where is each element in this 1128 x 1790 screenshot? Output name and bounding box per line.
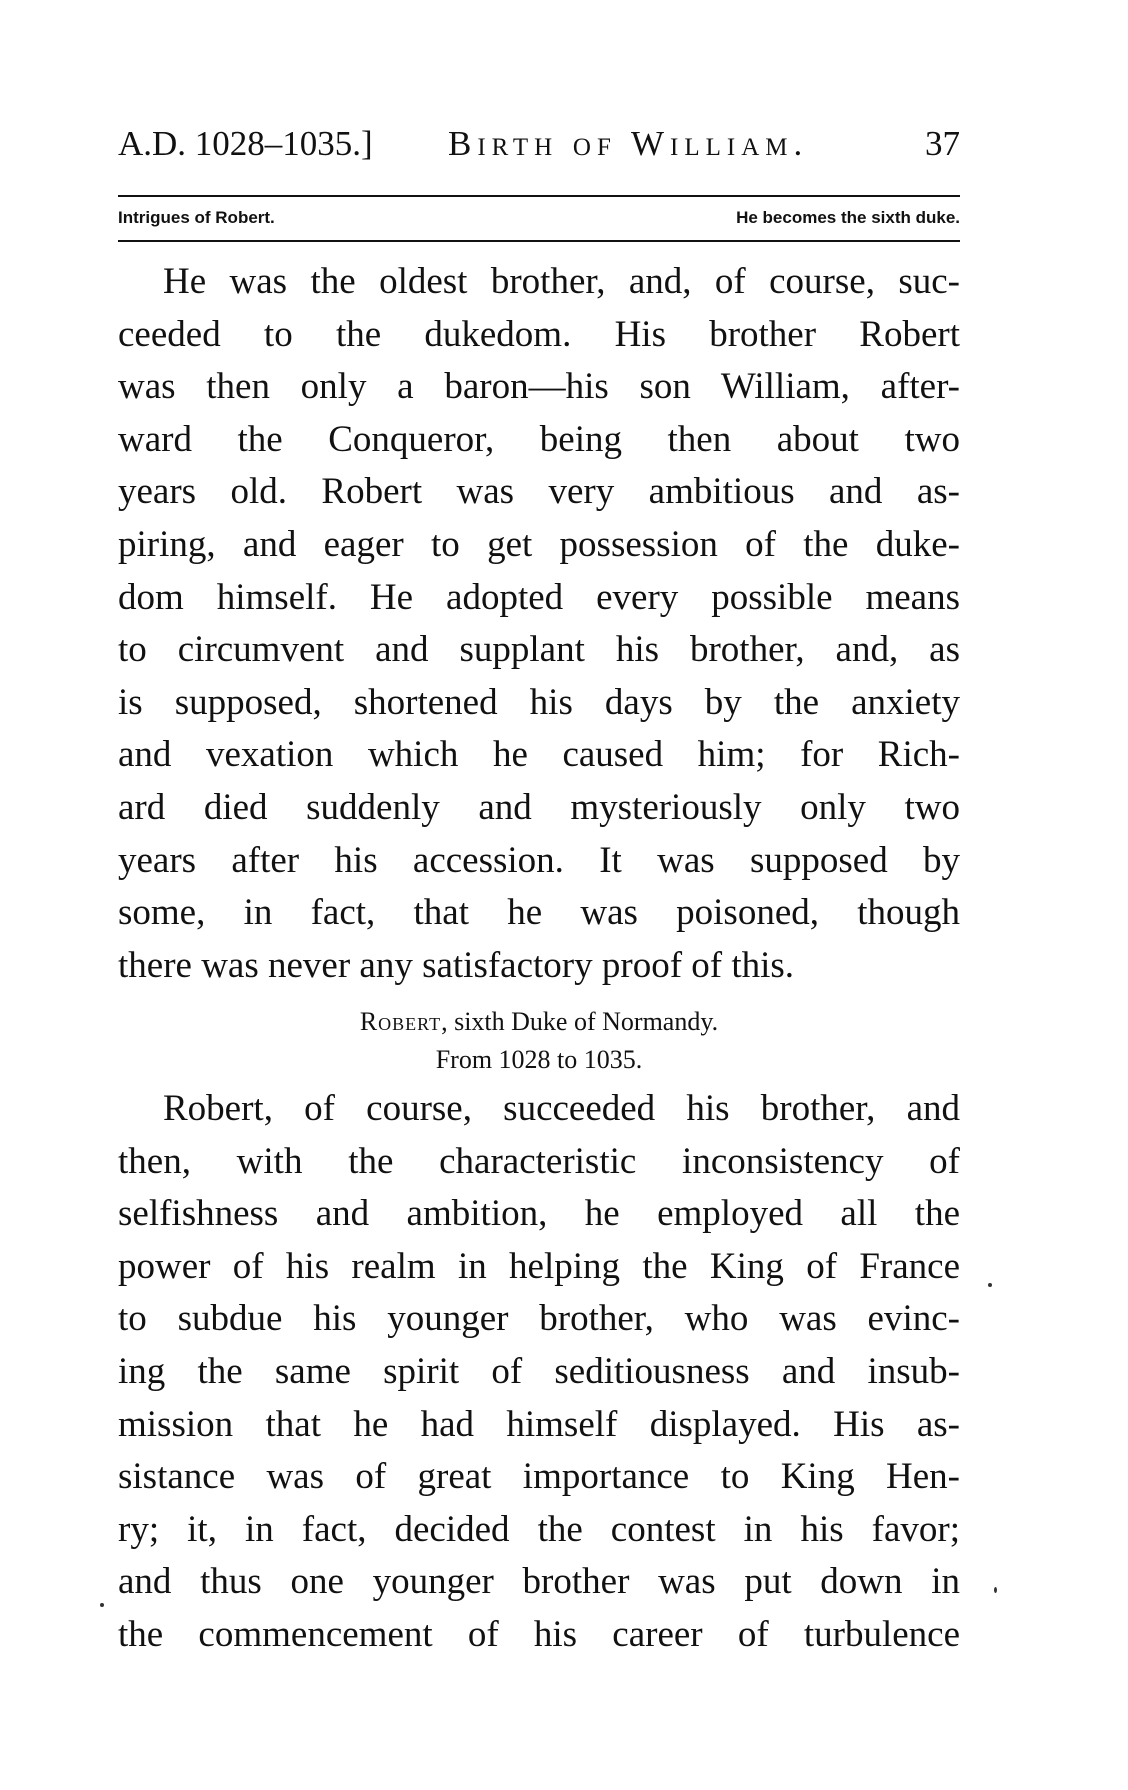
text-line: dom himself. He adopted every possible means	[118, 576, 960, 618]
text-line: is supposed, shortened his days by the anxiety	[118, 681, 960, 723]
text-line: was then only a baron—his son William, after-	[118, 366, 960, 408]
text-line: sistance was of great importance to King Hen-	[118, 1456, 960, 1498]
text-line: some, in fact, that he was poisoned, though	[118, 892, 960, 934]
caption-name: Robert	[359, 1007, 442, 1036]
section-caption	[118, 1004, 960, 1040]
text-line: ward the Conqueror, being then about two	[118, 418, 960, 460]
text-line: and thus one younger brother was put down in	[118, 1561, 960, 1603]
marginal-subheading	[118, 201, 960, 235]
text-line: then, with the characteristic inconsistency of	[118, 1140, 960, 1182]
subheading-right: He becomes the sixth duke.	[736, 208, 960, 227]
text-line: mission that he had himself displayed. His as-	[118, 1403, 960, 1445]
text-line: ceeded to the dukedom. His brother Robert	[118, 313, 960, 355]
running-head	[118, 118, 960, 170]
text-line: the commencement of his career of turbulence	[118, 1613, 960, 1655]
paragraph-2	[118, 1083, 960, 1662]
text-line: there was never any satisfactory proof of this.	[118, 944, 795, 986]
text-line: piring, and eager to get possession of the duke-	[118, 523, 960, 565]
header-title: Birth of William.	[448, 124, 809, 163]
text-line: to subdue his younger brother, who was evinc-	[118, 1298, 960, 1340]
text-line: power of his realm in helping the King of France	[118, 1245, 960, 1287]
text-line: ard died suddenly and mysteriously only two	[118, 786, 960, 828]
header-rule-bottom	[118, 240, 960, 242]
text-line: years old. Robert was very ambitious and as-	[118, 471, 960, 513]
header-rule-top	[118, 195, 960, 197]
text-line: selfishness and ambition, he employed all the	[118, 1193, 960, 1235]
scan-speck	[100, 1603, 104, 1607]
header-dates: A.D. 1028–1035.]	[118, 124, 373, 163]
scan-speck	[988, 1283, 992, 1287]
subheading-left: Intrigues of Robert.	[118, 208, 275, 227]
text-line: He was the oldest brother, and, of course, suc-	[163, 261, 960, 302]
text-line: and vexation which he caused him; for Rich-	[118, 734, 960, 776]
scan-speck	[994, 1587, 997, 1593]
paragraph-1	[118, 256, 960, 992]
page-number: 37	[925, 124, 960, 163]
text-line: to circumvent and supplant his brother, and, as	[118, 629, 960, 671]
text-line: ry; it, in fact, decided the contest in his favor;	[118, 1508, 960, 1550]
text-line: ing the same spirit of seditiousness and insub-	[118, 1350, 960, 1392]
text-line: Robert, of course, succeeded his brother, and	[163, 1088, 960, 1129]
caption-title: , sixth Duke of Normandy.	[441, 1007, 719, 1036]
caption-dates: From 1028 to 1035.	[435, 1045, 643, 1074]
text-line: years after his accession. It was supposed by	[118, 839, 960, 881]
